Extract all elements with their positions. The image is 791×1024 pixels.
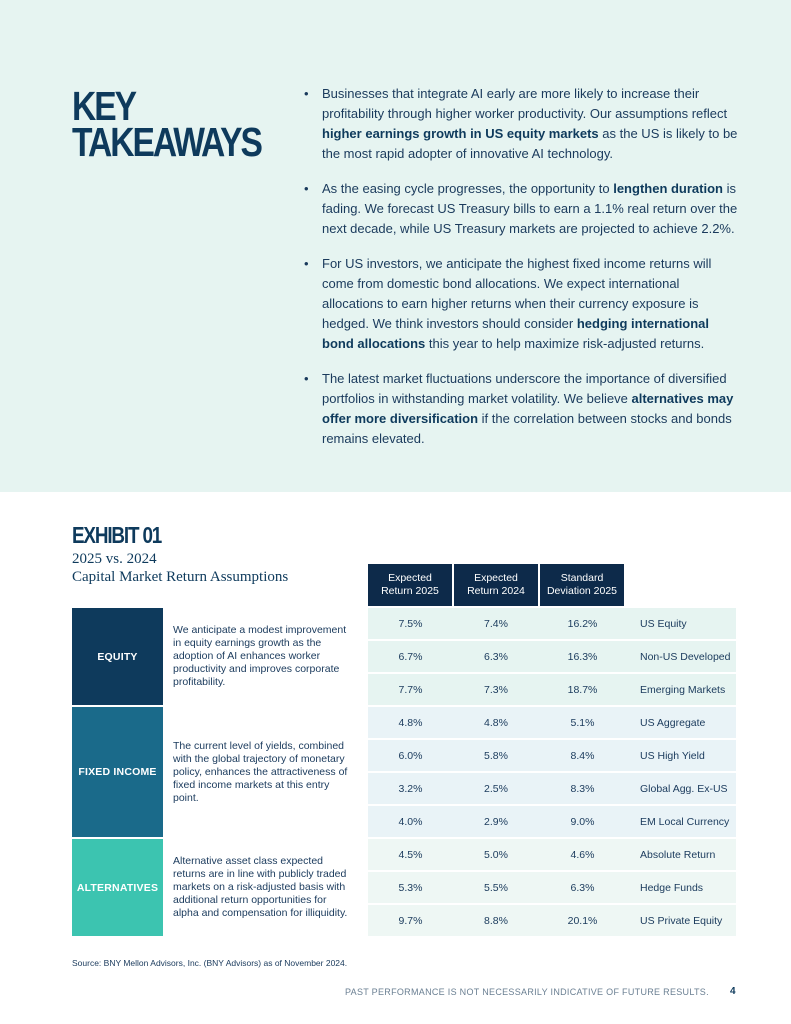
table-row xyxy=(368,740,736,771)
takeaway-item: • For US investors, we anticipate the highest fixed income returns will come from domestic bond allocations. We expect international allocations to earn higher returns when their currency exposure is hedged. We think investors should consider hedging international bond allocations this year to help maximize risk-adjusted returns. xyxy=(304,256,712,351)
cell-return-2025: 7.7% xyxy=(398,683,423,696)
key-title-line1: KEY xyxy=(72,83,135,129)
cell-asset-class: Non-US Developed xyxy=(640,650,731,663)
section-description: Alternative asset class expected returns are in line with publicly traded markets on a risk-adjusted basis with additional return opportunities for alpha and compensation for illiquidity. xyxy=(163,839,364,936)
cell-return-2025: 4.8% xyxy=(398,716,423,729)
table-row xyxy=(368,707,736,738)
cell-asset-class: US Equity xyxy=(640,617,687,630)
cell-return-2025: 6.0% xyxy=(398,749,423,762)
footer-disclaimer: PAST PERFORMANCE IS NOT NECESSARILY INDICATIVE OF FUTURE RESULTS. xyxy=(345,987,709,997)
section-label-alternatives: ALTERNATIVES xyxy=(72,839,163,936)
cell-return-2024: 6.3% xyxy=(484,650,508,663)
key-takeaways-title xyxy=(72,83,261,165)
column-header-return-2025: Expected Return 2025 xyxy=(368,564,452,606)
source-note: Source: BNY Mellon Advisors, Inc. (BNY Advisors) as of November 2024. xyxy=(72,958,348,968)
table-row xyxy=(368,641,736,672)
cell-asset-class: US Private Equity xyxy=(640,914,723,927)
cell-return-2024: 7.3% xyxy=(484,683,508,696)
exhibit-subtitle-line1: 2025 vs. 2024 xyxy=(72,551,157,567)
cell-asset-class: Global Agg. Ex-US xyxy=(640,782,728,795)
cell-return-2025: 7.5% xyxy=(398,617,423,630)
cell-return-2025: 5.3% xyxy=(398,881,423,894)
cell-return-2024: 7.4% xyxy=(484,617,508,630)
takeaway-item: • The latest market fluctuations underscore the importance of diversified portfolios in withstanding market volatility. We believe alternatives may offer more diversification if the correlation between stocks and bonds remains elevated. xyxy=(304,371,734,446)
cell-std-dev: 20.1% xyxy=(567,914,598,927)
cell-return-2025: 9.7% xyxy=(398,914,423,927)
cell-std-dev: 18.7% xyxy=(567,683,598,696)
cell-std-dev: 9.0% xyxy=(570,815,595,828)
cell-std-dev: 6.3% xyxy=(570,881,595,894)
cell-asset-class: EM Local Currency xyxy=(640,815,730,828)
cell-std-dev: 8.3% xyxy=(570,782,595,795)
table-row xyxy=(368,674,736,705)
cell-asset-class: Hedge Funds xyxy=(640,881,704,894)
cell-return-2024: 8.8% xyxy=(484,914,508,927)
cell-std-dev: 8.4% xyxy=(570,749,595,762)
table-row xyxy=(368,872,736,903)
cell-std-dev: 16.3% xyxy=(567,650,598,663)
cell-return-2024: 5.0% xyxy=(484,848,508,861)
cell-return-2024: 2.9% xyxy=(484,815,508,828)
section-label-equity: EQUITY xyxy=(72,608,163,705)
column-header-std-dev-2025: Standard Deviation 2025 xyxy=(540,564,624,606)
exhibit-label: EXHIBIT 01 xyxy=(72,522,162,548)
key-title-line2: TAKEAWAYS xyxy=(72,119,261,165)
cell-return-2025: 6.7% xyxy=(398,650,423,663)
cell-return-2024: 2.5% xyxy=(484,782,508,795)
table-row xyxy=(368,806,736,837)
cell-std-dev: 4.6% xyxy=(570,848,595,861)
table-row xyxy=(368,905,736,936)
cell-asset-class: Absolute Return xyxy=(640,848,716,861)
takeaway-item: • As the easing cycle progresses, the opportunity to lengthen duration is fading. We forecast US Treasury bills to earn a 1.1% real return over the next decade, while US Treasury markets are projected to achieve 2.2%. xyxy=(304,181,738,236)
cell-return-2025: 4.0% xyxy=(398,815,423,828)
takeaways-list xyxy=(302,84,742,464)
section-description: We anticipate a modest improvement in equity earnings growth as the adoption of AI enhances worker productivity and improves corporate profitability. xyxy=(163,608,364,705)
table-row xyxy=(368,773,736,804)
cell-return-2024: 5.5% xyxy=(484,881,508,894)
cell-asset-class: US High Yield xyxy=(640,749,705,762)
table-row xyxy=(368,839,736,870)
cell-asset-class: Emerging Markets xyxy=(640,683,726,696)
table-row xyxy=(368,608,736,639)
cell-return-2025: 4.5% xyxy=(398,848,423,861)
cell-asset-class: US Aggregate xyxy=(640,716,706,729)
cell-return-2024: 5.8% xyxy=(484,749,508,762)
cell-std-dev: 16.2% xyxy=(567,617,598,630)
exhibit-subtitle-line2: Capital Market Return Assumptions xyxy=(72,569,289,585)
cell-std-dev: 5.1% xyxy=(570,716,595,729)
page-number: 4 xyxy=(730,986,736,997)
cell-return-2024: 4.8% xyxy=(484,716,508,729)
exhibit-subtitle xyxy=(72,550,288,586)
column-header-return-2024: Expected Return 2024 xyxy=(454,564,538,606)
takeaway-item: • Businesses that integrate AI early are more likely to increase their profitability through higher worker productivity. Our assumptions reflect higher earnings growth in US equity markets as the US is likely to be the most rapid adopter of innovative AI technology. xyxy=(304,86,738,161)
cell-return-2025: 3.2% xyxy=(398,782,423,795)
section-description: The current level of yields, combined with the global trajectory of monetary policy, enhances the attractiveness of fixed income markets at this entry point. xyxy=(163,707,364,837)
section-label-fixed-income: FIXED INCOME xyxy=(72,707,163,837)
